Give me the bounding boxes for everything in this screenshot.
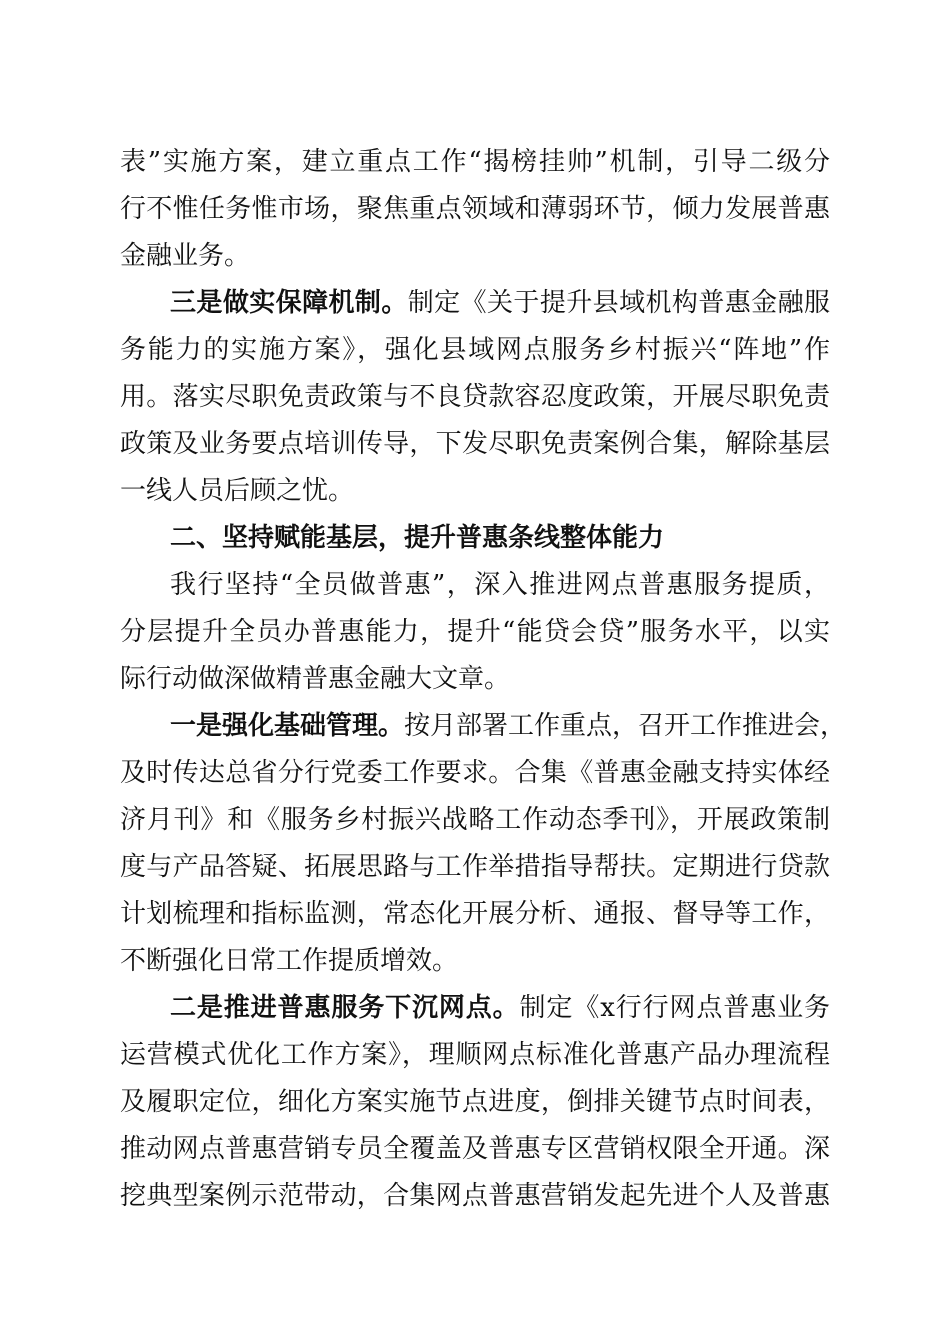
paragraph-text: 制定《x行行网点普惠业务 [519,993,830,1023]
text-line: 分层提升全员办普惠能力，提升“能贷会贷”服务水平，以实 [120,617,830,647]
text-line: 我行坚持“全员做普惠”，深入推进网点普惠服务提质， [170,570,830,600]
text-line: 金融业务。 [120,241,251,271]
paragraph-first-line [170,986,830,1030]
text-line: 运营模式优化工作方案》，理顺网点标准化普惠产品办理流程 [120,1040,830,1070]
text-line: 及时传达总省分行党委工作要求。合集《普惠金融支持实体经 [120,758,830,788]
paragraph-text: 制定《关于提升县域机构普惠金融服 [407,288,830,318]
text-line: 不断强化日常工作提质增效。 [120,946,459,976]
text-line: 际行动做深做精普惠金融大文章。 [120,664,511,694]
paragraph-first-line [170,704,847,748]
paragraph-lead: 二是推进普惠服务下沉网点。 [170,993,520,1023]
text-line: 挖典型案例示范带动，合集网点普惠营销发起先进个人及普惠 [120,1181,830,1211]
text-line: 用。落实尽职免责政策与不良贷款容忍度政策，开展尽职免责 [120,382,830,412]
text-line: 表”实施方案，建立重点工作“揭榜挂帅”机制，引导二级分 [120,147,830,177]
text-line: 一线人员后顾之忧。 [120,476,355,506]
text-line: 政策及业务要点培训传导，下发尽职免责案例合集，解除基层 [120,429,830,459]
text-line: 及履职定位，细化方案实施节点进度，倒排关键节点时间表， [120,1087,830,1117]
text-line: 计划梳理和指标监测，常态化开展分析、通报、督导等工作， [120,899,830,929]
paragraph-text: 按月部署工作重点，召开工作推进会， [404,711,847,741]
paragraph-lead: 一是强化基础管理。 [170,711,405,741]
text-line: 行不惟任务惟市场，聚焦重点领域和薄弱环节，倾力发展普惠 [120,194,830,224]
text-line: 济月刊》和《服务乡村振兴战略工作动态季刊》，开展政策制 [120,805,830,835]
text-line: 度与产品答疑、拓展思路与工作举措指导帮扶。定期进行贷款 [120,852,830,882]
text-line: 推动网点普惠营销专员全覆盖及普惠专区营销权限全开通。深 [120,1134,830,1164]
paragraph-first-line [170,281,830,325]
text-line: 务能力的实施方案》，强化县域网点服务乡村振兴“阵地”作 [120,335,830,365]
paragraph-lead: 三是做实保障机制。 [170,288,408,318]
section-heading: 二、坚持赋能基层，提升普惠条线整体能力 [170,523,665,553]
